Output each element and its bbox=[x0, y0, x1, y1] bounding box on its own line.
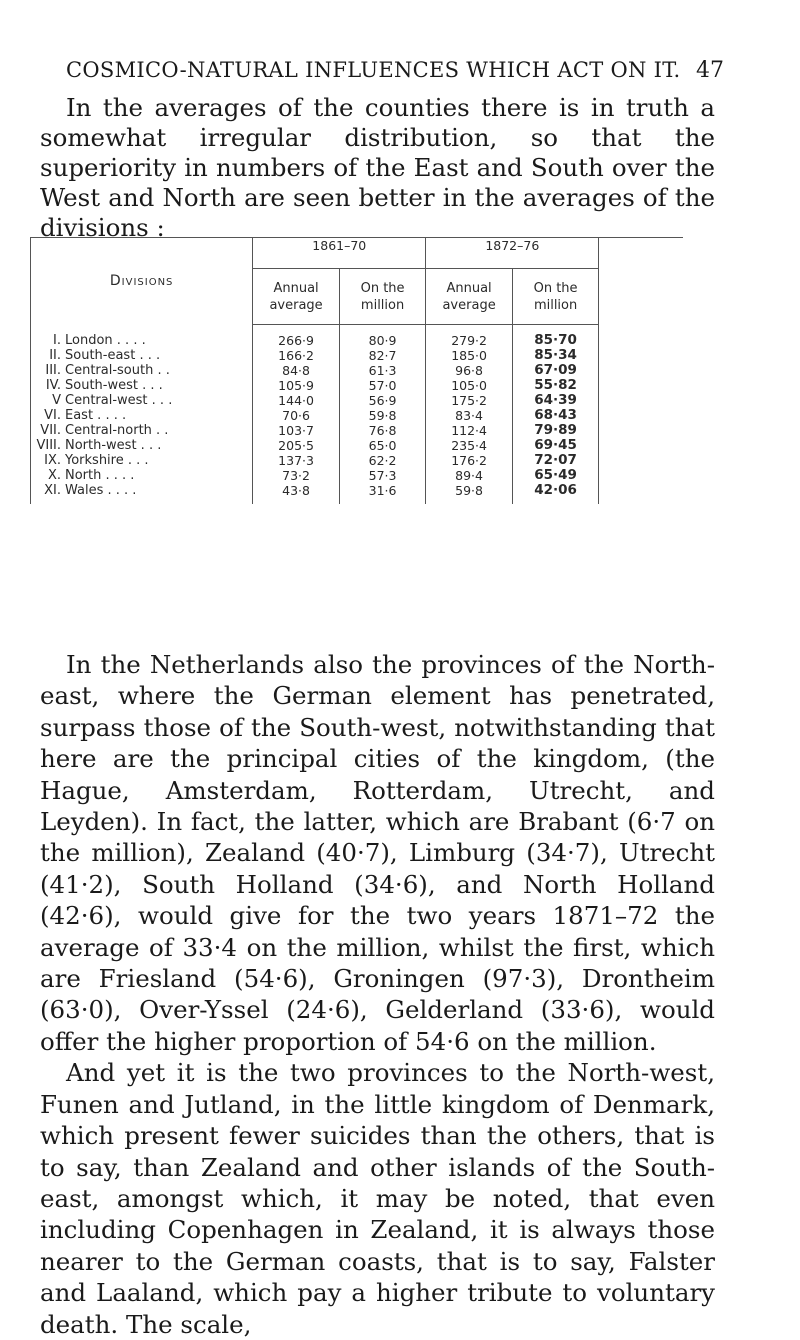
division-label: Yorkshire . . . bbox=[65, 453, 149, 468]
annual-average-1861-70: 43·8 bbox=[282, 483, 310, 498]
on-million-1861-70: 76·8 bbox=[339, 423, 425, 438]
annual-average-1861-70: 103·7 bbox=[278, 423, 314, 438]
blank-cell bbox=[599, 483, 683, 504]
blank-cell bbox=[599, 423, 683, 438]
suicide-divisions-table bbox=[30, 237, 683, 504]
division-numeral: V bbox=[52, 393, 61, 408]
division-label: East . . . . bbox=[65, 408, 127, 423]
page-number: 47 bbox=[696, 58, 724, 83]
period-header-2: 1872–76 bbox=[426, 238, 599, 269]
on-million-1872-76: 85·70 bbox=[512, 325, 598, 349]
blank-cell bbox=[599, 363, 683, 378]
division-numeral: VI. bbox=[44, 408, 61, 423]
on-million-1872-76: 42·06 bbox=[512, 483, 598, 504]
division-label: South-east . . . bbox=[65, 348, 161, 363]
annual-average-1861-70: 73·2 bbox=[282, 468, 310, 483]
table-body bbox=[31, 325, 684, 505]
annual-average-1872-76: 185·0 bbox=[426, 348, 513, 363]
division-numeral: III. bbox=[45, 363, 61, 378]
division-label: Central-north . . bbox=[65, 423, 169, 438]
blank-column-header bbox=[599, 238, 683, 325]
on-million-1861-70: 65·0 bbox=[339, 438, 425, 453]
annual-average-1872-76: 89·4 bbox=[426, 468, 513, 483]
on-million-1872-76: 85·34 bbox=[512, 348, 598, 363]
division-label: North-west . . . bbox=[65, 438, 162, 453]
division-numeral: II. bbox=[49, 348, 61, 363]
division-name bbox=[31, 438, 253, 453]
paragraph-netherlands: In the Netherlands also the provinces of the North-east, where the German element has penetrated, surpass those of the South-west, notwithstanding that here are the principal cities of the kingdom, (the Hague, Amsterdam, Rotterdam, Utrecht, and Leyden). In fact, the latter, which are Brabant (6·7 on the million), Zealand (40·7), Limburg (34·7), Utrecht (41·2), South Holland (34·6), and North Holland (42·6), would give for the two years 1871–72 the average of 33·4 on the million, whilst the first, which are Friesland (54·6), Groningen (97·3), Drontheim (63·0), Over-Yssel (24·6), Gelderland (33·6), would offer the higher proportion of 54·6 on the million. bbox=[40, 650, 715, 1056]
annual-average-1872-76: 235·4 bbox=[426, 438, 513, 453]
division-label: Central-south . . bbox=[65, 363, 170, 378]
on-million-1872-76: 69·45 bbox=[512, 438, 598, 453]
blank-cell bbox=[599, 408, 683, 423]
division-numeral: XI. bbox=[44, 483, 61, 498]
on-million-1872-76: 67·09 bbox=[512, 363, 598, 378]
annual-average-1872-76: 83·4 bbox=[426, 408, 513, 423]
division-name bbox=[31, 423, 253, 438]
division-numeral: X. bbox=[47, 468, 61, 483]
division-numeral: VII. bbox=[40, 423, 61, 438]
annual-average-1861-70: 84·8 bbox=[282, 363, 310, 378]
on-million-1872-76: 55·82 bbox=[512, 378, 598, 393]
annual-average-1872-76: 59·8 bbox=[426, 483, 513, 504]
division-name bbox=[31, 363, 253, 378]
col-on-million-2: On the million bbox=[512, 269, 598, 325]
table-row bbox=[31, 468, 684, 483]
division-numeral: IV. bbox=[45, 378, 61, 393]
on-million-1872-76: 79·89 bbox=[512, 423, 598, 438]
division-numeral: I. bbox=[53, 332, 61, 348]
division-name bbox=[31, 483, 253, 504]
annual-average-1861-70: 266·9 bbox=[278, 333, 314, 348]
blank-cell bbox=[599, 393, 683, 408]
intro-paragraph bbox=[40, 93, 715, 243]
period-header-1: 1861–70 bbox=[253, 238, 426, 269]
table-row bbox=[31, 438, 684, 453]
on-million-1872-76: 64·39 bbox=[512, 393, 598, 408]
col-annual-average-1: Annual average bbox=[253, 269, 340, 325]
running-header bbox=[66, 58, 724, 88]
division-name bbox=[31, 325, 253, 349]
table-row bbox=[31, 483, 684, 504]
division-name bbox=[31, 408, 253, 423]
annual-average-1872-76: 105·0 bbox=[426, 378, 513, 393]
table-row bbox=[31, 393, 684, 408]
division-name bbox=[31, 378, 253, 393]
table-row bbox=[31, 325, 684, 349]
annual-average-1861-70: 105·9 bbox=[278, 378, 314, 393]
blank-cell bbox=[599, 438, 683, 453]
running-title: COSMICO-NATURAL INFLUENCES WHICH ACT ON IT. bbox=[66, 58, 681, 82]
table-row bbox=[31, 378, 684, 393]
annual-average-1861-70: 70·6 bbox=[282, 408, 310, 423]
blank-cell bbox=[599, 348, 683, 363]
annual-average-1861-70: 205·5 bbox=[278, 438, 314, 453]
division-label: Wales . . . . bbox=[65, 483, 137, 498]
annual-average-1872-76: 279·2 bbox=[426, 325, 513, 349]
on-million-1861-70: 62·2 bbox=[339, 453, 425, 468]
division-label: London . . . . bbox=[65, 332, 146, 348]
paragraph-denmark: And yet it is the two provinces to the North-west, Funen and Jutland, in the little kingdom of Denmark, which present fewer suicides than the others, that is to say, than Zealand and other islands of the South-east, amongst which, it may be noted, that even including Copenhagen in Zealand, it is always those nearer to the German coasts, that is to say, Falster and Laaland, which pay a higher tribute to voluntary death. The scale, bbox=[40, 1058, 715, 1339]
on-million-1861-70: 56·9 bbox=[339, 393, 425, 408]
blank-cell bbox=[599, 468, 683, 483]
annual-average-1872-76: 96·8 bbox=[426, 363, 513, 378]
division-name bbox=[31, 393, 253, 408]
on-million-1861-70: 82·7 bbox=[339, 348, 425, 363]
on-million-1872-76: 65·49 bbox=[512, 468, 598, 483]
table-row bbox=[31, 363, 684, 378]
division-name bbox=[31, 348, 253, 363]
table-row bbox=[31, 423, 684, 438]
annual-average-1872-76: 176·2 bbox=[426, 453, 513, 468]
division-label: South-west . . . bbox=[65, 378, 163, 393]
annual-average-1872-76: 112·4 bbox=[426, 423, 513, 438]
division-numeral: VIII. bbox=[36, 438, 61, 453]
blank-cell bbox=[599, 378, 683, 393]
division-name bbox=[31, 468, 253, 483]
on-million-1861-70: 59·8 bbox=[339, 408, 425, 423]
body-text bbox=[40, 649, 715, 1340]
on-million-1872-76: 68·43 bbox=[512, 408, 598, 423]
annual-average-1861-70: 137·3 bbox=[278, 453, 314, 468]
on-million-1861-70: 31·6 bbox=[339, 483, 425, 504]
table-row bbox=[31, 348, 684, 363]
divisions-header: Divisions bbox=[31, 238, 253, 325]
on-million-1861-70: 57·0 bbox=[339, 378, 425, 393]
intro-text: In the averages of the counties there is in truth a somewhat irregular distribution, so that the superiority in numbers of the East and South over the West and North are seen better in the averages of the divisions : bbox=[40, 93, 715, 242]
division-label: North . . . . bbox=[65, 468, 135, 483]
on-million-1872-76: 72·07 bbox=[512, 453, 598, 468]
annual-average-1861-70: 166·2 bbox=[278, 348, 314, 363]
on-million-1861-70: 57·3 bbox=[339, 468, 425, 483]
on-million-1861-70: 61·3 bbox=[339, 363, 425, 378]
blank-cell bbox=[599, 453, 683, 468]
col-on-million-1: On the million bbox=[339, 269, 425, 325]
blank-cell bbox=[599, 325, 683, 349]
table-row bbox=[31, 453, 684, 468]
col-annual-average-2: Annual average bbox=[426, 269, 513, 325]
division-label: Central-west . . . bbox=[65, 393, 173, 408]
division-name bbox=[31, 453, 253, 468]
annual-average-1861-70: 144·0 bbox=[278, 393, 314, 408]
table-row bbox=[31, 408, 684, 423]
annual-average-1872-76: 175·2 bbox=[426, 393, 513, 408]
division-numeral: IX. bbox=[44, 453, 61, 468]
on-million-1861-70: 80·9 bbox=[339, 325, 425, 349]
